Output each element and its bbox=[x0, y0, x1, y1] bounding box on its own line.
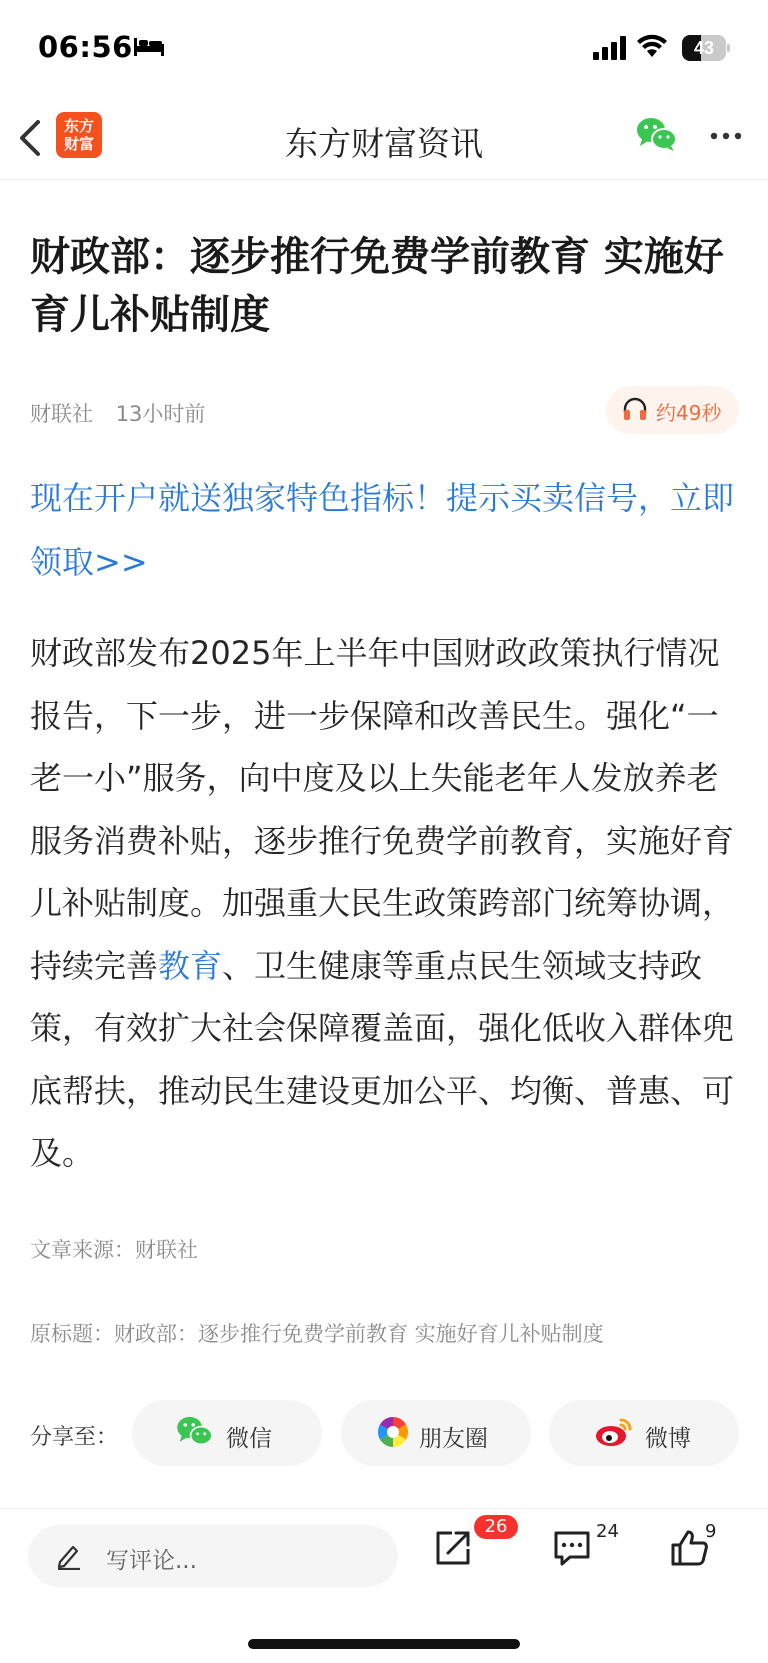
weibo-icon bbox=[595, 1416, 633, 1448]
comment-input[interactable] bbox=[28, 1525, 398, 1587]
thumbs-up-icon[interactable] bbox=[670, 1529, 710, 1567]
page-title: 东方财富资讯 bbox=[285, 124, 483, 163]
home-indicator[interactable] bbox=[248, 1639, 520, 1649]
article-source-name[interactable]: 财联社 bbox=[30, 402, 93, 426]
status-time: 06:56 bbox=[38, 30, 133, 64]
share-weibo-label: 微博 bbox=[645, 1426, 691, 1452]
article-source: 文章来源：财联社 bbox=[30, 1238, 198, 1262]
wifi-icon bbox=[636, 33, 668, 57]
share-label: 分享至： bbox=[30, 1425, 119, 1450]
comment-placeholder: 写评论... bbox=[106, 1548, 197, 1574]
moments-aperture-icon bbox=[377, 1416, 409, 1448]
battery-level: 43 bbox=[693, 38, 715, 58]
battery-indicator bbox=[682, 35, 730, 61]
share-wechat-label: 微信 bbox=[226, 1426, 272, 1452]
keyword-link-education[interactable]: 教育 bbox=[158, 946, 223, 985]
share-count-badge: 26 bbox=[474, 1515, 518, 1539]
pencil-icon bbox=[56, 1542, 82, 1570]
share-moments-button[interactable] bbox=[341, 1400, 531, 1466]
share-weibo-button[interactable] bbox=[549, 1400, 739, 1466]
comment-count: 24 bbox=[596, 1521, 619, 1542]
listen-audio-button[interactable] bbox=[606, 386, 739, 434]
original-title: 原标题：财政部：逐步推行免费学前教育 实施好育儿补贴制度 bbox=[30, 1322, 604, 1346]
bottom-action-bar bbox=[0, 1508, 768, 1663]
wechat-icon bbox=[176, 1416, 214, 1448]
more-options-icon[interactable] bbox=[710, 132, 742, 140]
sleep-focus-icon bbox=[134, 36, 164, 56]
headphone-icon bbox=[622, 397, 648, 421]
share-export-icon[interactable] bbox=[434, 1529, 472, 1567]
wechat-share-icon[interactable] bbox=[636, 117, 678, 153]
nav-bar bbox=[0, 100, 768, 180]
cellular-signal-icon bbox=[593, 36, 627, 60]
article-meta bbox=[30, 398, 221, 428]
article-time: 13小时前 bbox=[115, 402, 206, 426]
share-moments-label: 朋友圈 bbox=[419, 1426, 488, 1452]
like-count: 9 bbox=[705, 1521, 717, 1542]
article-body: 财政部发布2025年上半年中国财政政策执行情况报告，下一步，进一步保障和改善民生。强化“一老一小”服务，向中度及以上失能老年人发放养老服务消费补贴，逐步推行免费学前教育，实施好育儿补贴制度。加强重大民生政策跨部门统筹协调，持续完善教育、卫生健康等重点民生领域支持政策，有效扩大社会保障覆盖面，强化低收入群体兜底帮扶，推动民生建设更加公平、均衡、普惠、可及。 bbox=[30, 634, 735, 1172]
status-bar bbox=[0, 0, 768, 96]
share-wechat-button[interactable] bbox=[132, 1400, 322, 1466]
article-headline: 财政部：逐步推行免费学前教育 实施好育儿补贴制度 bbox=[30, 234, 724, 338]
eastmoney-logo: 东方 财富 bbox=[56, 112, 102, 158]
comment-bubble-icon[interactable] bbox=[552, 1529, 592, 1567]
promo-link[interactable]: 现在开户就送独家特色指标！提示买卖信号，立即领取>> bbox=[30, 479, 735, 581]
audio-duration: 约49秒 bbox=[656, 401, 722, 425]
